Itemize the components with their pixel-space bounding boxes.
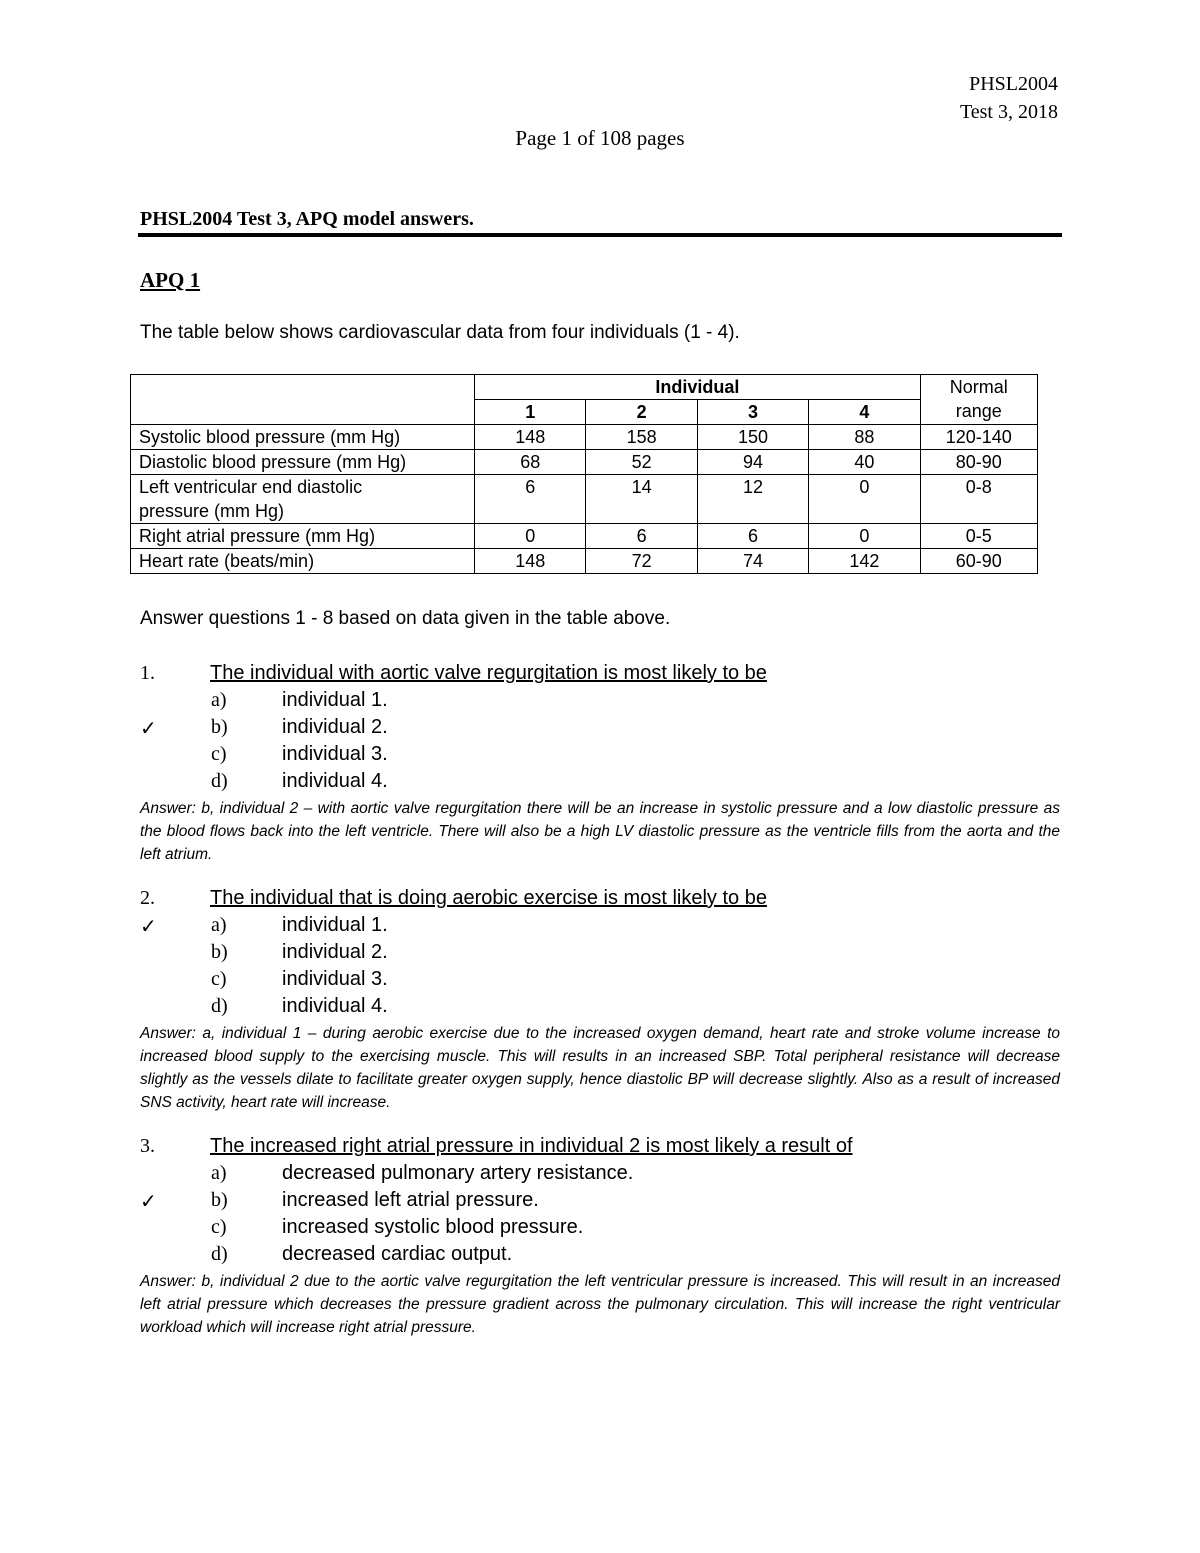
test-label: Test 3, 2018 <box>959 101 1058 123</box>
option-row <box>140 716 1060 743</box>
row-label-line2: pressure (mm Hg) <box>139 501 285 521</box>
option-letter: a) <box>211 914 227 936</box>
table-cell: 6 <box>475 475 586 524</box>
option-row <box>140 914 1060 941</box>
answer-explanation: Answer: b, individual 2 due to the aortic valve regurgitation the left ventricular pressure is increased. This will result in an increased left atrial pressure which decreases the pressure gradient across the pulmonary circulation. This will increase the right ventricular workload which will increase right atrial pressure. <box>140 1273 1060 1336</box>
title-rule <box>138 233 1062 237</box>
table-cell: 72 <box>586 549 697 574</box>
row-label <box>131 475 475 524</box>
normal-range-cell: 120-140 <box>920 425 1037 450</box>
option-text: increased systolic blood pressure. <box>282 1216 584 1238</box>
page-number: Page 1 of 108 pages <box>515 126 685 150</box>
table-cell: 158 <box>586 425 697 450</box>
table-cell: 0 <box>809 475 920 524</box>
table-cell: 14 <box>586 475 697 524</box>
table-cell: 94 <box>697 450 808 475</box>
option-text: increased left atrial pressure. <box>282 1189 539 1211</box>
instruction-text: Answer questions 1 - 8 based on data given in the table above. <box>140 608 671 629</box>
table-cell: 150 <box>697 425 808 450</box>
option-letter: c) <box>211 968 227 990</box>
table-corner-cell <box>131 375 475 425</box>
normal-range-header <box>920 375 1037 425</box>
option-text: individual 3. <box>282 968 388 990</box>
table-cell: 0 <box>809 524 920 549</box>
normal-header-line1: Normal <box>949 377 1008 397</box>
option-text: individual 3. <box>282 743 388 765</box>
table-row <box>131 450 1038 475</box>
table-cell: 74 <box>697 549 808 574</box>
normal-range-cell: 80-90 <box>920 450 1037 475</box>
section-heading: APQ 1 <box>140 268 201 292</box>
option-letter: a) <box>211 689 227 711</box>
question-number: 1. <box>140 662 155 684</box>
option-text: individual 1. <box>282 689 388 711</box>
option-letter: c) <box>211 743 227 765</box>
option-letter: b) <box>211 941 228 963</box>
table-cell: 0 <box>475 524 586 549</box>
option-row <box>140 689 1060 716</box>
individual-header: 1 <box>475 400 586 425</box>
question-3 <box>140 1135 1060 1339</box>
table-row <box>131 549 1038 574</box>
answer-explanation: Answer: b, individual 2 – with aortic valve regurgitation there will be an increase in systolic pressure and a low diastolic pressure as the blood flows back into the left ventricle. There will also be a high LV diastolic pressure as the ventricle fills from the aorta and the left atrium. <box>140 800 1060 863</box>
option-text: individual 1. <box>282 914 388 936</box>
cardio-data-table <box>130 374 1038 574</box>
individual-header: 3 <box>697 400 808 425</box>
option-text: individual 4. <box>282 770 388 792</box>
option-letter: b) <box>211 1189 228 1211</box>
option-letter: b) <box>211 716 228 738</box>
option-row <box>140 1189 1060 1216</box>
question-text: The individual that is doing aerobic exercise is most likely to be <box>210 887 767 909</box>
row-label: Systolic blood pressure (mm Hg) <box>131 425 475 450</box>
table-cell: 142 <box>809 549 920 574</box>
option-row <box>140 995 1060 1022</box>
individual-header: 2 <box>586 400 697 425</box>
table-cell: 68 <box>475 450 586 475</box>
table-cell: 40 <box>809 450 920 475</box>
option-letter: c) <box>211 1216 227 1238</box>
option-row <box>140 1243 1060 1270</box>
page-header <box>960 70 1058 126</box>
option-row <box>140 1216 1060 1243</box>
table-cell: 6 <box>586 524 697 549</box>
normal-range-cell: 60-90 <box>920 549 1037 574</box>
table-cell: 12 <box>697 475 808 524</box>
question-stem <box>140 887 1060 914</box>
option-text: individual 2. <box>282 941 388 963</box>
answer-explanation: Answer: a, individual 1 – during aerobic exercise due to the increased oxygen demand, heart rate and stroke volume increase to increased blood supply to the exercising muscle. This will results in an increased SBP. Total peripheral resistance will decrease slightly as the vessels dilate to facilitate greater oxygen supply, hence diastolic BP will decrease slightly. Also as a result of increased SNS activity, heart rate will increase. <box>140 1025 1060 1111</box>
question-number: 3. <box>140 1135 155 1157</box>
question-2 <box>140 887 1060 1114</box>
option-letter: d) <box>211 995 228 1017</box>
individual-group-header: Individual <box>475 375 920 400</box>
option-text: decreased cardiac output. <box>282 1243 513 1265</box>
option-letter: d) <box>211 1243 228 1265</box>
option-letter: d) <box>211 770 228 792</box>
option-text: individual 4. <box>282 995 388 1017</box>
course-code: PHSL2004 <box>969 73 1058 95</box>
correct-check-icon: ✓ <box>140 916 157 938</box>
option-row <box>140 968 1060 995</box>
table-header-row <box>131 375 1038 400</box>
option-text: decreased pulmonary artery resistance. <box>282 1162 634 1184</box>
option-text: individual 2. <box>282 716 388 738</box>
question-number: 2. <box>140 887 155 909</box>
question-1 <box>140 662 1060 866</box>
question-text: The individual with aortic valve regurgitation is most likely to be <box>210 662 767 684</box>
row-label: Diastolic blood pressure (mm Hg) <box>131 450 475 475</box>
question-stem <box>140 662 1060 689</box>
document-title: PHSL2004 Test 3, APQ model answers. <box>140 208 474 230</box>
normal-range-cell: 0-8 <box>920 475 1037 524</box>
table-row <box>131 425 1038 450</box>
intro-text: The table below shows cardiovascular data from four individuals (1 - 4). <box>140 322 740 343</box>
option-row <box>140 743 1060 770</box>
table-cell: 88 <box>809 425 920 450</box>
option-letter: a) <box>211 1162 227 1184</box>
normal-header-line2: range <box>955 401 1002 421</box>
normal-range-cell: 0-5 <box>920 524 1037 549</box>
table-cell: 148 <box>475 425 586 450</box>
row-label: Right atrial pressure (mm Hg) <box>131 524 475 549</box>
option-row <box>140 1162 1060 1189</box>
table-row <box>131 475 1038 524</box>
table-cell: 6 <box>697 524 808 549</box>
option-row <box>140 941 1060 968</box>
correct-check-icon: ✓ <box>140 718 157 740</box>
table-cell: 52 <box>586 450 697 475</box>
correct-check-icon: ✓ <box>140 1191 157 1213</box>
option-row <box>140 770 1060 797</box>
individual-header: 4 <box>809 400 920 425</box>
question-text: The increased right atrial pressure in individual 2 is most likely a result of <box>210 1135 853 1157</box>
table-cell: 148 <box>475 549 586 574</box>
row-label-line1: Left ventricular end diastolic <box>139 477 363 497</box>
question-stem <box>140 1135 1060 1162</box>
row-label: Heart rate (beats/min) <box>131 549 475 574</box>
table-row <box>131 524 1038 549</box>
